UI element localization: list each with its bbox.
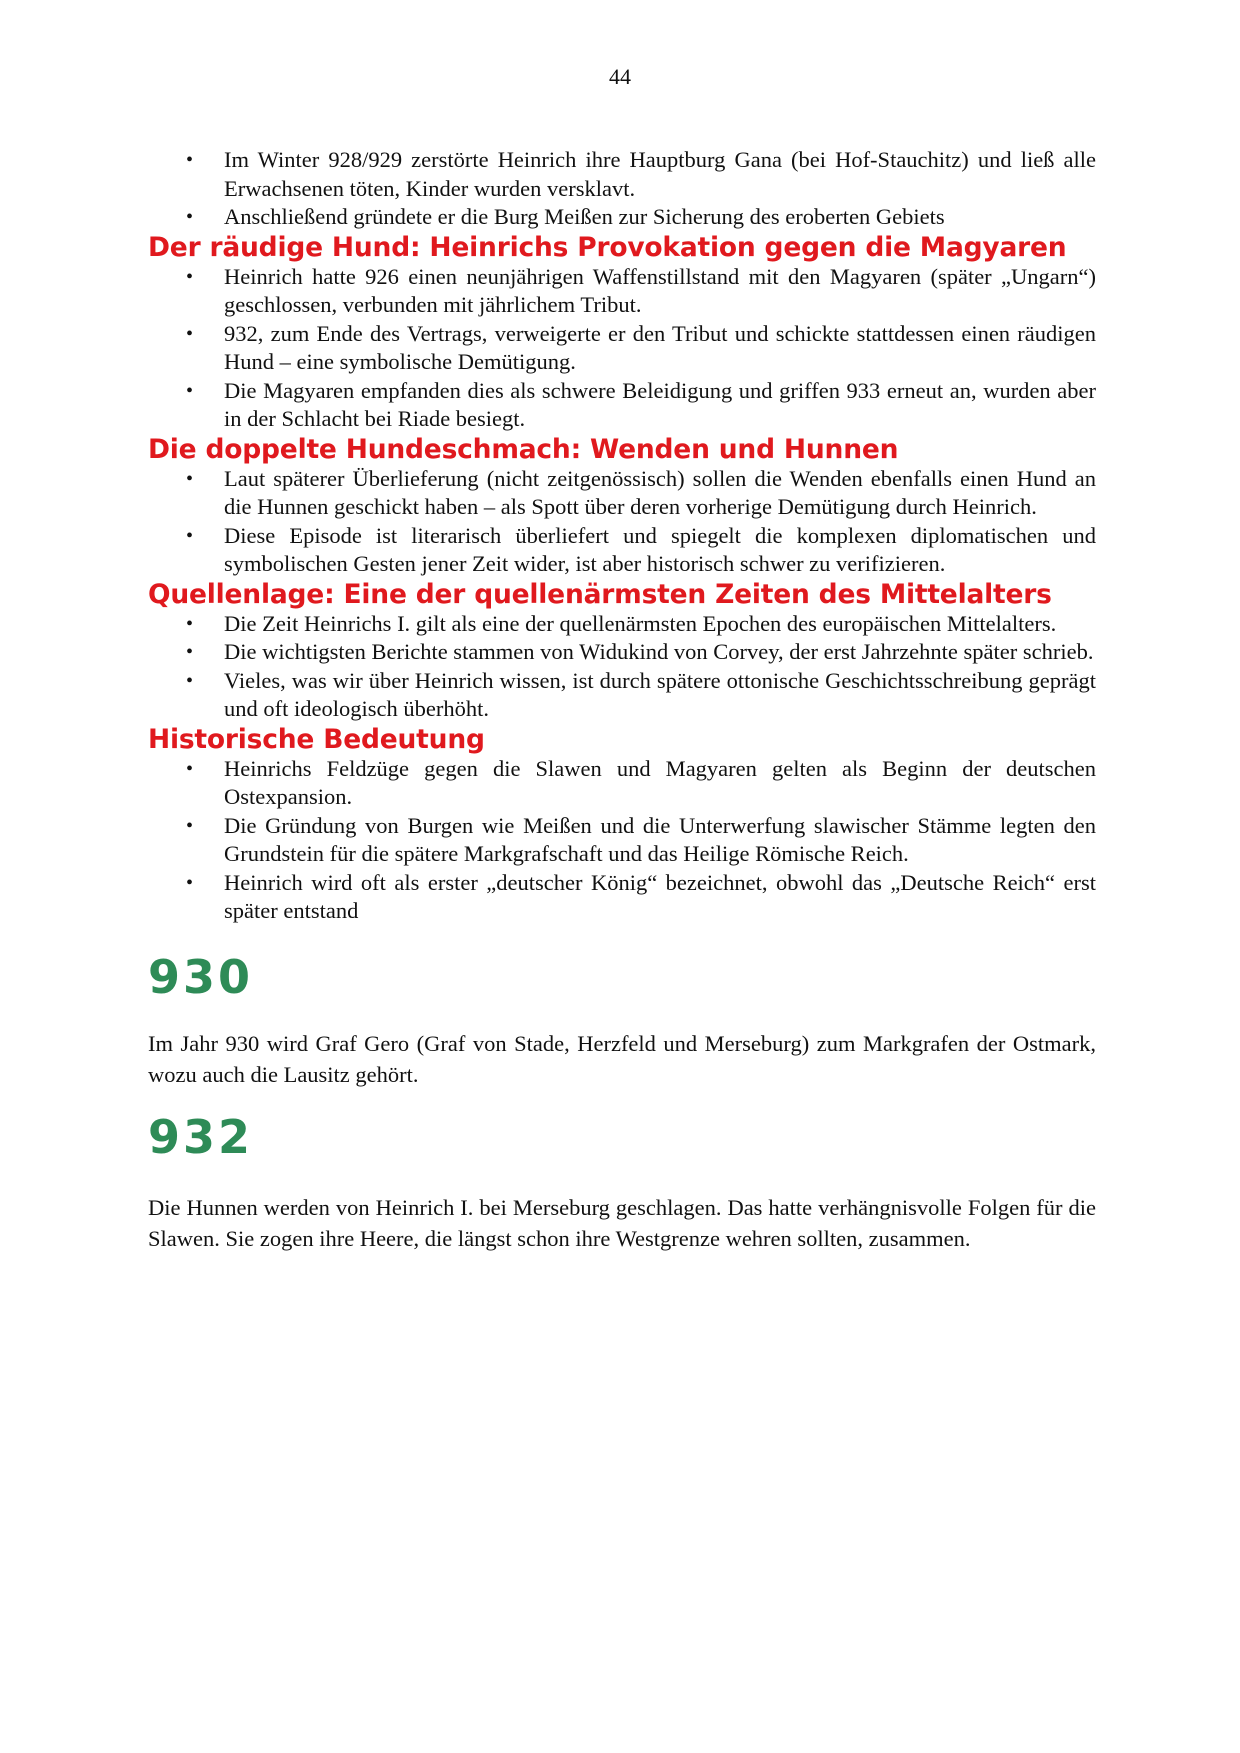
year-paragraph-930: Im Jahr 930 wird Graf Gero (Graf von Stade, Herzfeld und Merseburg) zum Markgrafen der Ostmark, wozu auch die Lausitz gehört. <box>148 1030 1096 1087</box>
list-item: • Anschließend gründete er die Burg Meißen zur Sicherung des eroberten Gebiets <box>148 203 1096 232</box>
page-content <box>148 146 1096 1254</box>
section-heading-hundeschmach: Die doppelte Hundeschmach: Wenden und Hunnen <box>148 433 899 465</box>
section-bullet-list <box>148 755 1096 926</box>
section-bullet-list <box>148 465 1096 579</box>
list-item: • Heinrichs Feldzüge gegen die Slawen und Magyaren gelten als Beginn der deutschen Ostexpansion. <box>148 755 1096 812</box>
section-heading-raeudiger-hund: Der räudige Hund: Heinrichs Provokation gegen die Magyaren <box>148 231 1067 263</box>
list-item: • 932, zum Ende des Vertrags, verweigerte er den Tribut und schickte stattdessen einen räudigen Hund – eine symbolische Demütigung. <box>148 320 1096 377</box>
section-bullet-list <box>148 610 1096 724</box>
list-item: • Vieles, was wir über Heinrich wissen, ist durch spätere ottonische Geschichtsschreibung geprägt und oft ideologisch überhöht. <box>148 667 1096 724</box>
list-item: • Die wichtigsten Berichte stammen von Widukind von Corvey, der erst Jahrzehnte später schrieb. <box>148 638 1096 667</box>
year-paragraph-932: Die Hunnen werden von Heinrich I. bei Merseburg geschlagen. Das hatte verhängnisvolle Folgen für die Slawen. Sie zogen ihre Heere, die längst schon ihre Westgrenze wehren sollten, zusammen. <box>148 1194 1096 1251</box>
intro-bullet-list <box>148 146 1096 232</box>
list-item: • Heinrich hatte 926 einen neunjährigen Waffenstillstand mit den Magyaren (später „Ungarn“) geschlossen, verbunden mit jährlichem Tribut. <box>148 263 1096 320</box>
section-heading-quellenlage: Quellenlage: Eine der quellenärmsten Zeiten des Mittelalters <box>148 578 1052 610</box>
year-heading-930: 930 <box>148 949 254 1004</box>
list-item: • Heinrich wird oft als erster „deutscher König“ bezeichnet, obwohl das „Deutsche Reich“ erst später entstand <box>148 869 1096 926</box>
list-item: • Im Winter 928/929 zerstörte Heinrich ihre Hauptburg Gana (bei Hof-Stauchitz) und ließ alle Erwachsenen töten, Kinder wurden versklavt. <box>148 146 1096 203</box>
section-heading-historische-bedeutung: Historische Bedeutung <box>148 723 485 755</box>
section-bullet-list <box>148 263 1096 434</box>
list-item: • Laut späterer Überlieferung (nicht zeitgenössisch) sollen die Wenden ebenfalls einen Hund an die Hunnen geschickt haben – als Spott über deren vorherige Demütigung durch Heinrich. <box>148 465 1096 522</box>
page-number: 44 <box>609 64 631 89</box>
list-item: • Die Gründung von Burgen wie Meißen und die Unterwerfung slawischer Stämme legten den Grundstein für die spätere Markgrafschaft und das Heilige Römische Reich. <box>148 812 1096 869</box>
year-heading-932: 932 <box>148 1109 254 1164</box>
list-item: • Diese Episode ist literarisch überliefert und spiegelt die komplexen diplomatischen und symbolischen Gesten jener Zeit wider, ist aber historisch schwer zu verifizieren. <box>148 522 1096 579</box>
list-item: • Die Zeit Heinrichs I. gilt als eine der quellenärmsten Epochen des europäischen Mittelalters. <box>148 610 1096 639</box>
list-item: • Die Magyaren empfanden dies als schwere Beleidigung und griffen 933 erneut an, wurden aber in der Schlacht bei Riade besiegt. <box>148 377 1096 434</box>
